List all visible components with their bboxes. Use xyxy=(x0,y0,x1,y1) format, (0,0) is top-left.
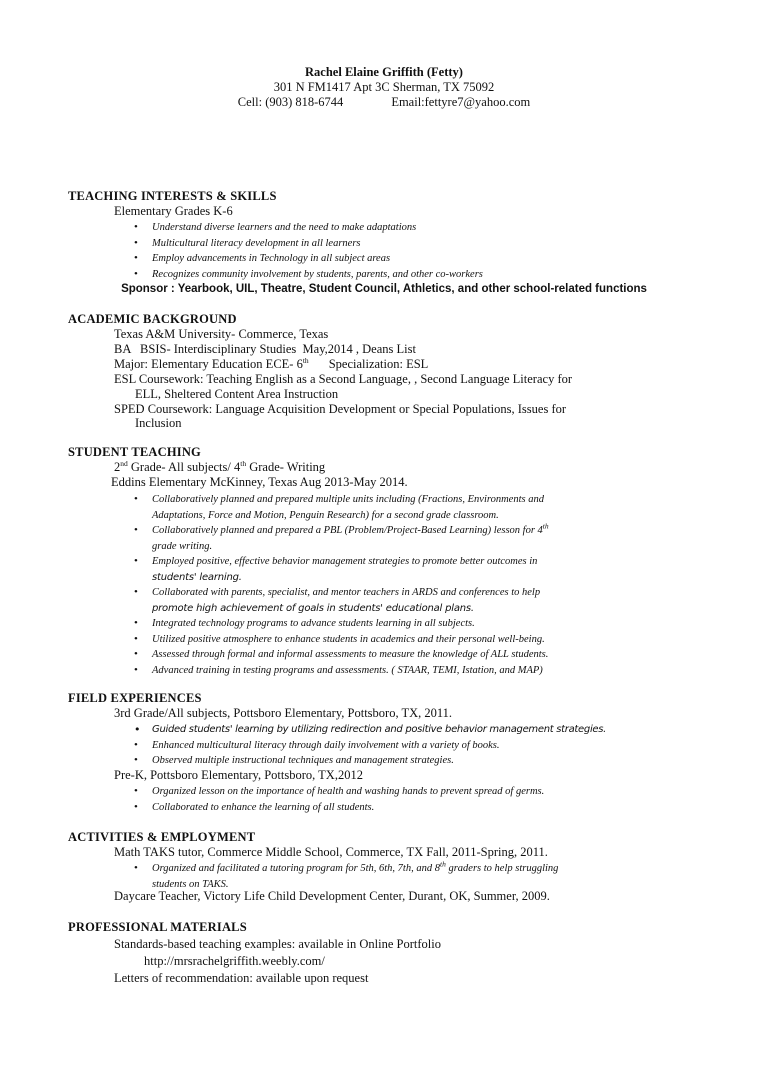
grade-text: Grade- Writing xyxy=(246,460,326,474)
field-bullets-1 xyxy=(134,722,674,769)
field-line: Pre-K, Pottsboro Elementary, Pottsboro, TX,2012 xyxy=(114,768,363,782)
list-item: • Observed multiple instructional techniques and management strategies. xyxy=(134,753,674,769)
activities-line: Math TAKS tutor, Commerce Middle School, Commerce, TX Fall, 2011-Spring, 2011. xyxy=(114,845,548,859)
resume-header xyxy=(0,65,768,110)
resume-page xyxy=(0,65,768,1089)
major-line xyxy=(114,357,428,372)
academic-line: Texas A&M University- Commerce, Texas xyxy=(114,327,329,341)
portfolio-link[interactable]: http://mrsrachelgriffith.weebly.com/ xyxy=(144,954,325,968)
list-item: • Utilized positive atmosphere to enhance students in academics and their personal well-being. xyxy=(134,632,654,648)
list-item-text: Collaboratively planned and prepared a PBL (Problem/Project-Based Learning) lesson for 4 xyxy=(152,525,543,536)
list-item: • Organized lesson on the importance of health and washing hands to prevent spread of germs. xyxy=(134,784,544,800)
sponsor-line: Sponsor : Yearbook, UIL, Theatre, Student Council, Athletics, and other school-related functions xyxy=(121,283,647,295)
academic-line: Inclusion xyxy=(135,416,182,430)
list-item: • Guided students' learning by utilizing redirection and positive behavior management strategies. xyxy=(134,722,674,738)
list-item: • Advanced training in testing programs and assessments. ( STAAR, TEMI, Istation, and MAP) xyxy=(134,663,654,679)
grade-superscript: nd xyxy=(120,458,128,468)
section-heading-student-teaching: STUDENT TEACHING xyxy=(68,445,201,459)
list-item xyxy=(134,492,654,523)
school-line: Eddins Elementary McKinney, Texas Aug 2013-May 2014. xyxy=(111,475,408,489)
list-item-text: grade writing. xyxy=(152,540,213,552)
teaching-bullets xyxy=(134,220,483,282)
section-heading-field: FIELD EXPERIENCES xyxy=(68,691,202,705)
list-item-text: Organized and facilitated a tutoring program for 5th, 6th, 7th, and 8 xyxy=(152,863,440,874)
candidate-name: Rachel Elaine Griffith (Fetty) xyxy=(305,65,463,79)
field-bullets-2 xyxy=(134,784,544,815)
grade-superscript: th xyxy=(240,458,247,468)
list-item-text: Adaptations, Force and Motion, Penguin Research) for a second grade classroom. xyxy=(152,509,499,521)
list-item xyxy=(134,554,654,585)
list-item xyxy=(134,861,654,892)
student-teaching-bullets xyxy=(134,492,654,678)
list-item xyxy=(134,585,654,616)
activities-line: Daycare Teacher, Victory Life Child Development Center, Durant, OK, Summer, 2009. xyxy=(114,889,550,903)
academic-line: ELL, Sheltered Content Area Instruction xyxy=(135,387,339,401)
list-item-text: students on TAKS. xyxy=(152,878,229,890)
list-item: • Recognizes community involvement by students, parents, and other co-workers xyxy=(134,267,483,283)
section-heading-activities: ACTIVITIES & EMPLOYMENT xyxy=(68,830,256,844)
list-item-text: Collaboratively planned and prepared multiple units including (Fractions, Environments and xyxy=(152,494,544,505)
grade-text: 2 xyxy=(114,460,121,474)
list-item: • Employ advancements in Technology in all subject areas xyxy=(134,251,483,267)
list-item xyxy=(134,523,654,554)
section-heading-teaching: TEACHING INTERESTS & SKILLS xyxy=(68,189,277,203)
list-item-text: graders to help struggling xyxy=(445,863,559,874)
academic-line: SPED Coursework: Language Acquisition Development or Special Populations, Issues for xyxy=(114,402,567,416)
list-item-text: Employed positive, effective behavior management strategies to promote better outcomes in xyxy=(152,556,538,567)
email: Email:fettyre7@yahoo.com xyxy=(391,95,531,109)
list-item: • Understand diverse learners and the need to make adaptations xyxy=(134,220,483,236)
list-item-superscript: th xyxy=(439,859,446,869)
contact-row xyxy=(0,95,768,110)
academic-line: ESL Coursework: Teaching English as a Second Language, , Second Language Literacy for xyxy=(114,372,573,386)
list-item: • Assessed through formal and informal assessments to measure the knowledge of ALL students. xyxy=(134,647,654,663)
grade-text: Grade- All subjects/ 4 xyxy=(127,460,241,474)
activities-bullets xyxy=(134,861,654,892)
list-item: • Integrated technology programs to advance students learning in all subjects. xyxy=(134,616,654,632)
cell-phone: Cell: (903) 818-6744 xyxy=(237,95,344,109)
list-item-superscript: th xyxy=(542,521,549,531)
major-text: Major: Elementary Education ECE- 6 xyxy=(114,357,303,371)
list-item: • Multicultural literacy development in all learners xyxy=(134,236,483,252)
list-item: • Collaborated to enhance the learning of all students. xyxy=(134,800,544,816)
materials-line: Standards-based teaching examples: available in Online Portfolio xyxy=(114,937,441,951)
address: 301 N FM1417 Apt 3C Sherman, TX 75092 xyxy=(273,80,495,94)
grade-line xyxy=(114,460,325,475)
list-item-text: promote high achievement of goals in students' educational plans. xyxy=(152,602,474,614)
field-line: 3rd Grade/All subjects, Pottsboro Elementary, Pottsboro, TX, 2011. xyxy=(114,706,453,720)
specialization-text: Specialization: ESL xyxy=(328,357,429,371)
section-heading-academic: ACADEMIC BACKGROUND xyxy=(68,312,237,326)
materials-line: Letters of recommendation: available upon request xyxy=(114,971,369,985)
list-item-text: Collaborated with parents, specialist, and mentor teachers in ARDS and conferences to help xyxy=(152,587,541,598)
academic-line: BA BSIS- Interdisciplinary Studies May,2014 , Deans List xyxy=(114,342,416,356)
major-superscript: th xyxy=(302,355,309,365)
list-item: • Enhanced multicultural literacy through daily involvement with a variety of books. xyxy=(134,738,674,754)
section-heading-materials: PROFESSIONAL MATERIALS xyxy=(68,920,247,934)
list-item-text: students' learning. xyxy=(152,571,242,583)
grades-line: Elementary Grades K-6 xyxy=(114,204,233,218)
